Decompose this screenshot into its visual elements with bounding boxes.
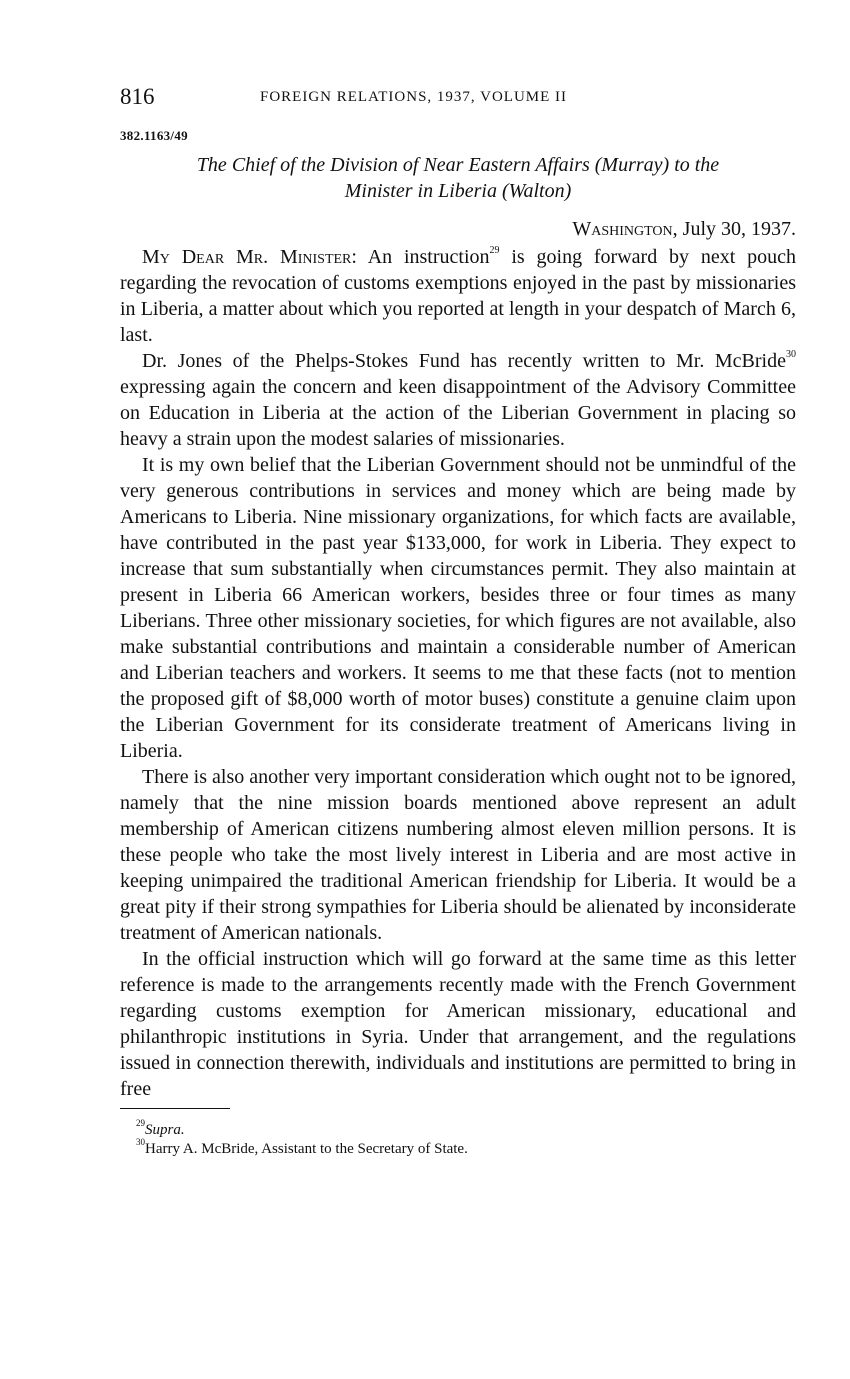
footnote-30 (120, 1137, 796, 1159)
running-title: FOREIGN RELATIONS, 1937, VOLUME II (260, 89, 568, 105)
footnote-ref-30: 30 (786, 349, 796, 361)
salutation: My Dear Mr. Minister (142, 246, 352, 268)
dateline (120, 216, 796, 242)
paragraph-1 (120, 244, 796, 348)
paragraph-1-text-b: is going forward by next pouch regarding the revocation of customs exemptions enjoyed in the past by missionaries in Liberia, a matter about which you reported at length in your despatch of March 6, last. (120, 246, 797, 346)
paragraph-2-text-b: expressing again the concern and keen disappointment of the Advisory Committee on Education in Liberia at the action of the Liberian Government in placing so heavy a strain upon the modest salaries of missionaries. (120, 376, 796, 450)
paragraph-5: In the official instruction which will go forward at the same time as this letter reference is made to the arrangements recently made with the French Government regarding customs exemption for American missionary, educational and philanthropic institutions in Syria. Under that arrangement, and the regulations issued in connection therewith, individuals and institutions are permitted to bring in free (120, 948, 796, 1100)
paragraph-2 (120, 348, 796, 452)
document-heading (120, 152, 796, 204)
footnote-29 (120, 1118, 796, 1140)
paragraph-1-text-a: : An instruction (351, 246, 490, 268)
document-page (120, 84, 796, 1159)
footnote-30-number: 30 (136, 1137, 145, 1147)
footnote-divider (120, 1108, 230, 1109)
paragraph-3: It is my own belief that the Liberian Government should not be unmindful of the very generous contributions in services and money which are being made by Americans to Liberia. Nine missionary organizations, for which facts are available, have contributed in the past year $133,000, for work in Liberia. They expect to increase that sum substantially when circumstances permit. They also maintain at present in Liberia 66 American workers, besides three or four times as many Liberians. Three other missionary societies, for which figures are not available, also make substantial contributions and maintain a considerable number of American and Liberian teachers and workers. It seems to me that these facts (not to mention the proposed gift of $8,000 worth of motor buses) constitute a genuine claim upon the Liberian Government for its considerate treatment of Americans living in Liberia. (120, 454, 796, 762)
heading-line-1: The Chief of the Division of Near Eastern Affairs (Murray) to the (196, 154, 720, 176)
running-head (120, 84, 796, 116)
date-place: Washington (572, 218, 673, 240)
file-number: 382.1163/49 (120, 128, 188, 143)
footnote-ref-29: 29 (489, 245, 500, 257)
paragraph-2-text-a: Dr. Jones of the Phelps-Stokes Fund has recently written to Mr. McBride (142, 350, 786, 372)
page-number: 816 (120, 84, 155, 109)
footnote-29-text: Supra. (145, 1122, 185, 1138)
paragraph-4: There is also another very important consideration which ought not to be ignored, namely that the nine mission boards mentioned above represent an adult membership of American citizens numbering almost eleven million persons. It is these people who take the most lively interest in Liberia and are most active in keeping unimpaired the traditional American friendship for Liberia. It would be a great pity if their strong sympathies for Liberia should be alienated by inconsiderate treatment of American nationals. (120, 766, 796, 944)
heading-line-2: Minister in Liberia (Walton) (344, 180, 572, 202)
date-text: , July 30, 1937. (672, 218, 796, 240)
footnote-30-text: Harry A. McBride, Assistant to the Secretary of State. (145, 1141, 468, 1157)
footnote-29-number: 29 (136, 1118, 145, 1128)
